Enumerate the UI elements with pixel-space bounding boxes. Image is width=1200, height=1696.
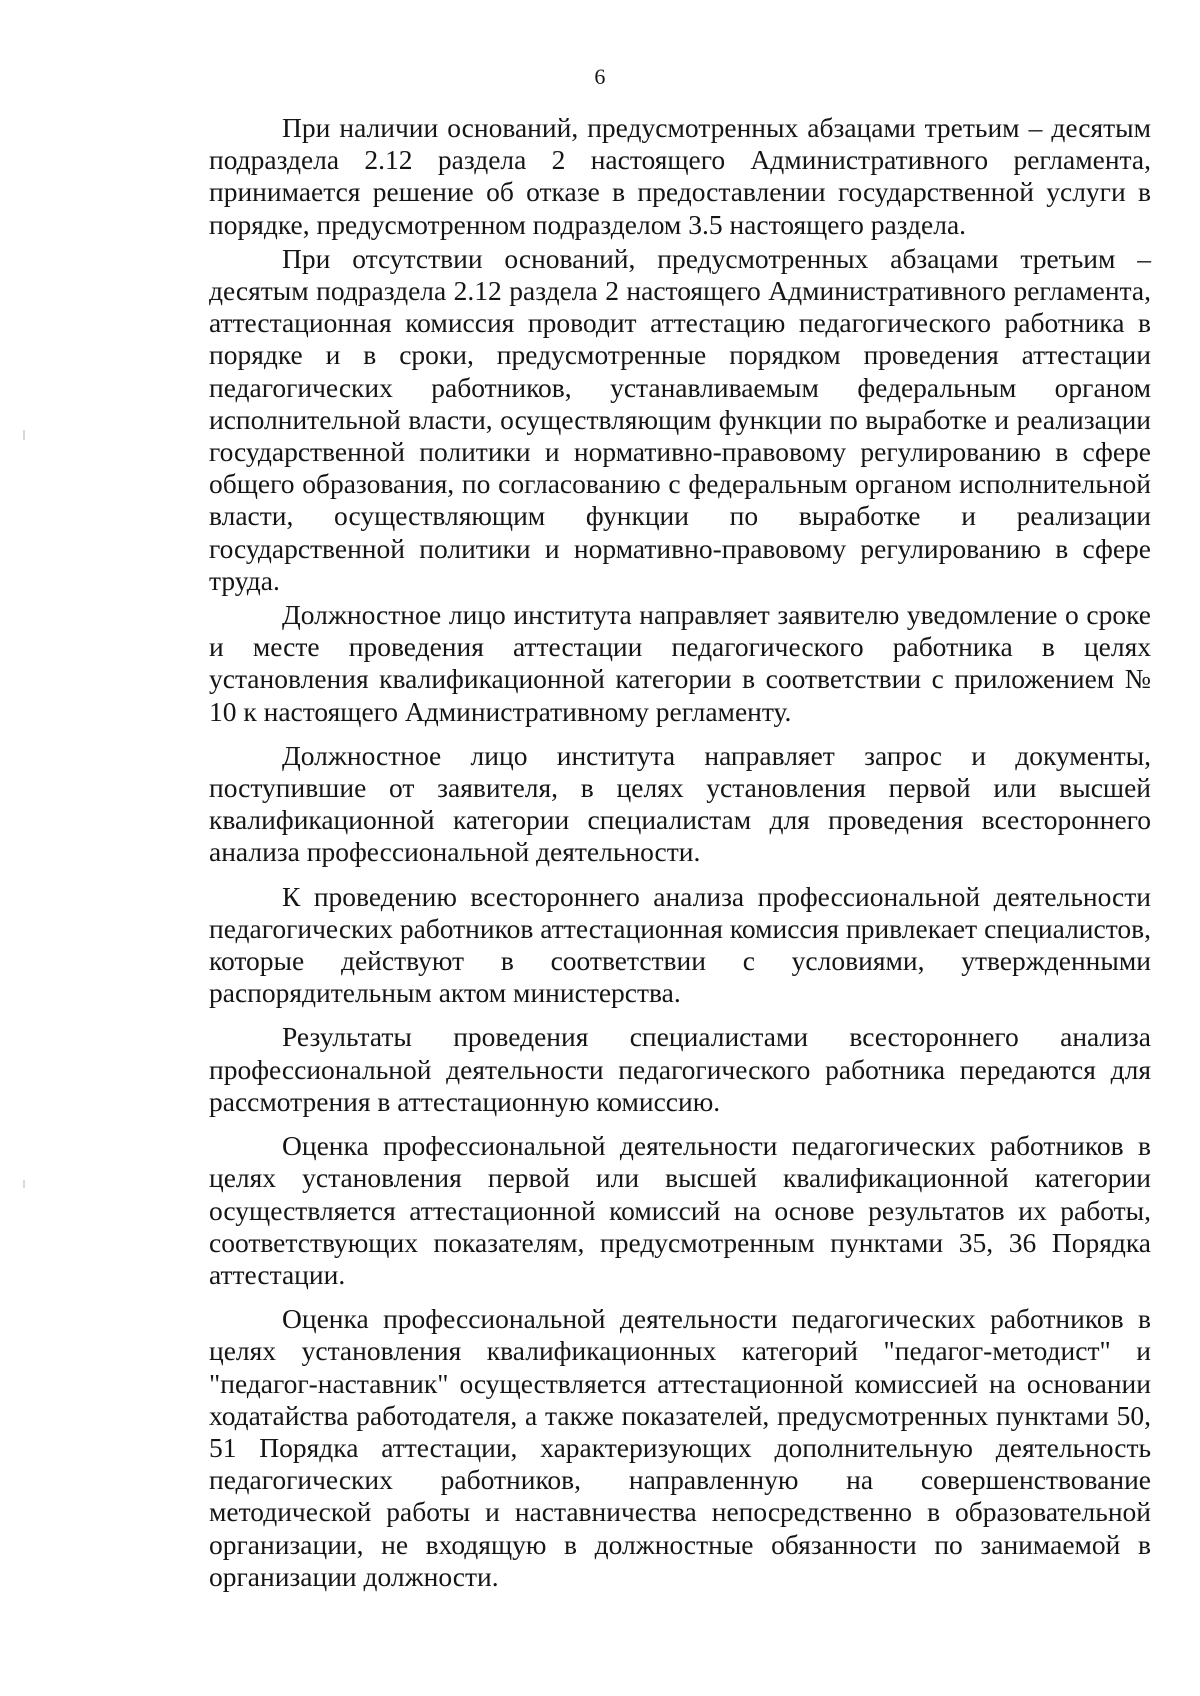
paragraph-attestation-procedure: При отсутствии оснований, предусмотренных абзацами третьим – десятым подраздела 2.12 раздела 2 настоящего Административного регламента, аттестационная комиссия проводит аттестацию педагогического работника в порядке и в сроки, предусмотренные порядком проведения аттестации педагогических работников, устанавливаемым федеральным органом исполнительной власти, осуществляющим функции по выработке и реализации государственной политики и нормативно-правовому регулированию в сфере общего образования, по согласованию с федеральным органом исполнительной власти, осуществляющим функции по выработке и реализации государственной политики и нормативно-правовому регулированию в сфере труда. [209, 242, 1151, 596]
scan-binding-mark [23, 1180, 25, 1188]
paragraph-evaluation-first-highest: Оценка профессиональной деятельности педагогических работников в целях установления первой или высшей квалификационной категории осуществляется аттестационной комиссий на основе результатов их работы, соответствующих показателям, предусмотренным пунктами 35, 36 Порядка аттестации. [209, 1130, 1151, 1290]
paragraph-notification: Должностное лицо института направляет заявителю уведомление о сроке и месте проведения аттестации педагогического работника в целях установления квалификационной категории в соответствии с приложением № 10 к настоящего Административному регламенту. [209, 599, 1151, 727]
page-number: 6 [594, 64, 606, 89]
paragraph-refusal: При наличии оснований, предусмотренных абзацами третьим – десятым подраздела 2.12 раздела 2 настоящего Административного регламента, принимается решение об отказе в предоставлении государственной услуги в порядке, предусмотренном подразделом 3.5 настоящего раздела. [209, 112, 1151, 240]
paragraph-analysis-results: Результаты проведения специалистами всестороннего анализа профессиональной деятельности педагогического работника передаются для рассмотрения в аттестационную комиссию. [209, 1021, 1151, 1117]
paragraph-request-to-specialists: Должностное лицо института направляет запрос и документы, поступившие от заявителя, в целях установления первой или высшей квалификационной категории специалистам для проведения всестороннего анализа профессиональной деятельности. [209, 739, 1151, 868]
document-body [209, 112, 1151, 1593]
scan-binding-mark [23, 430, 25, 440]
paragraph-specialists-involvement: К проведению всестороннего анализа профессиональной деятельности педагогических работников аттестационная комиссия привлекает специалистов, которые действуют в соответствии с условиями, утвержденными распорядительным актом министерства. [209, 880, 1151, 1009]
paragraph-evaluation-methodist-mentor: Оценка профессиональной деятельности педагогических работников в целях установления квалификационных категорий "педагог-методист" и "педагог-наставник" осуществляется аттестационной комиссией на основании ходатайства работодателя, а также показателей, предусмотренных пунктами 50, 51 Порядка аттестации, характеризующих дополнительную деятельность педагогических работников, направленную на совершенствование методической работы и наставничества непосредственно в образовательной организации, не входящую в должностные обязанности по занимаемой в организации должности. [209, 1303, 1151, 1592]
